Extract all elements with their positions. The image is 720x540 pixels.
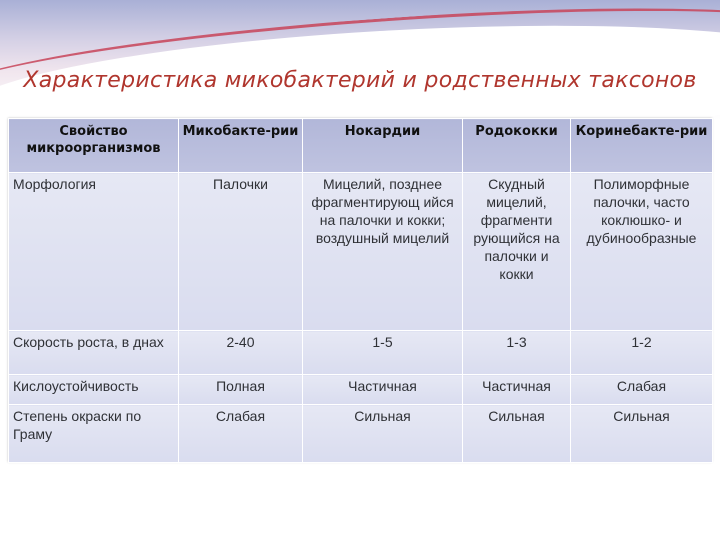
comparison-table: [8, 118, 713, 463]
column-header: Родококки: [463, 119, 571, 173]
table-cell: Сильная: [571, 405, 713, 463]
table-cell: 1-2: [571, 331, 713, 375]
column-header: Нокардии: [303, 119, 463, 173]
table-cell: Частичная: [463, 375, 571, 405]
table-cell: Частичная: [303, 375, 463, 405]
table-cell: 2-40: [179, 331, 303, 375]
table-cell: Слабая: [179, 405, 303, 463]
row-label: Скорость роста, в днах: [9, 331, 179, 375]
table-row: [9, 405, 713, 463]
column-header: Коринебакте-рии: [571, 119, 713, 173]
column-header: Свойство микроорганизмов: [9, 119, 179, 173]
row-label: Морфология: [9, 173, 179, 331]
comparison-table-container: [8, 118, 712, 462]
slide-title: Характеристика микобактерий и родственных таксонов: [23, 68, 697, 93]
table-row: [9, 173, 713, 331]
table-row: [9, 375, 713, 405]
table-cell: 1-3: [463, 331, 571, 375]
table-cell: Сильная: [463, 405, 571, 463]
table-cell: Слабая: [571, 375, 713, 405]
column-header: Микобакте-рии: [179, 119, 303, 173]
row-label: Кислоустойчивость: [9, 375, 179, 405]
table-cell: Палочки: [179, 173, 303, 331]
table-header-row: [9, 119, 713, 173]
table-cell: Мицелий, позднее фрагментирующ ийся на палочки и кокки; воздушный мицелий: [303, 173, 463, 331]
row-label: Степень окраски по Граму: [9, 405, 179, 463]
table-cell: Полная: [179, 375, 303, 405]
table-row: [9, 331, 713, 375]
table-cell: Сильная: [303, 405, 463, 463]
table-cell: Полиморфные палочки, часто коклюшко- и дубинообразные: [571, 173, 713, 331]
table-cell: 1-5: [303, 331, 463, 375]
table-cell: Скудный мицелий, фрагменти рующийся на палочки и кокки: [463, 173, 571, 331]
